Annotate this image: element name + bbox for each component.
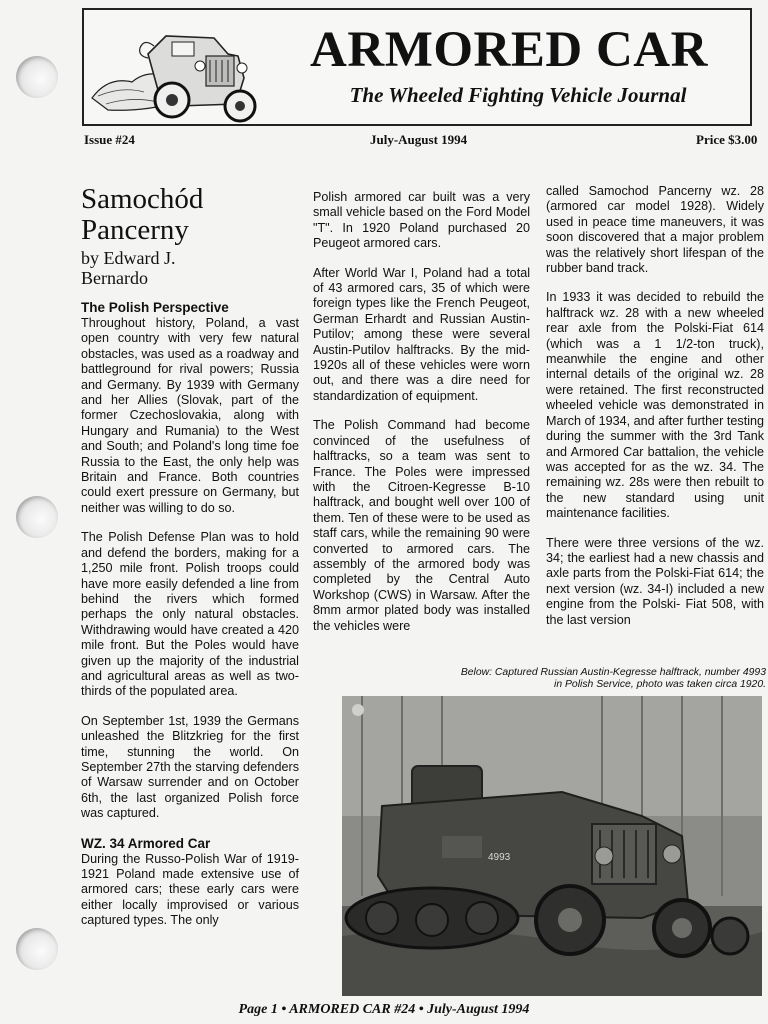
paragraph: After World War I, Poland had a total of 43 armored cars, 35 of which were foreign types like the French Peugeot, German Erhardt and Russian Austin-Putilov; among these were several Austin-Putilov halftracks. By the mid-1920s all of these vehicles were worn out, and there was a dire need for standardization of equipment.: [313, 265, 530, 403]
paragraph: The Polish Defense Plan was to hold and defend the borders, making for a 1,250 mile front. Polish troops could have more easily defended a line from behind the rivers which formed perhaps the only natural obstacles. Withdrawing would have created a 420 mile front. But the Poles would have given up the majority of the industrial and agricultural areas as well as two-thirds of the populated area.: [81, 530, 299, 699]
journal-subtitle: The Wheeled Fighting Vehicle Journal: [349, 83, 687, 107]
punch-hole-bottom: [16, 928, 58, 970]
paragraph: The Polish Command had become convinced of the usefulness of halftracks, so a team was sent to France. The Poles were impressed with the Citroen-Kegresse B-10 halftrack, and bought well over 100 of them. Ten of these were to be used as staff cars, while the remaining 90 were converted to armored cars. The assembly of the armored body was completed by the Central Auto Workshop (CWS) in Warsaw. After the 8mm armor plated body was installed the vehicles were: [313, 418, 530, 633]
article-column-3: [546, 184, 764, 642]
headline-line-1: Samochód: [81, 183, 204, 215]
article-column-1: [81, 184, 299, 943]
page-footer: Page 1 • ARMORED CAR #24 • July-August 1994: [238, 1002, 530, 1017]
issue-price: Price $3.00: [696, 132, 758, 147]
photo-caption: [408, 667, 766, 691]
byline-line-1: by Edward J.: [81, 248, 176, 268]
journal-title: ARMORED CAR: [310, 22, 708, 78]
byline-line-2: Bernardo: [81, 268, 148, 288]
paragraph: During the Russo-Polish War of 1919-1921 Poland made extensive use of armored cars; these early cars were either locally improvised or various captured types. The only: [81, 851, 299, 928]
paragraph: Polish armored car built was a very small vehicle based on the Ford Model "T". In 1920 Poland purchased 20 Peugeot armored cars.: [313, 190, 530, 251]
article-column-2: [313, 190, 530, 648]
section-heading-polish-perspective: The Polish Perspective: [81, 300, 229, 315]
paragraph: On September 1st, 1939 the Germans unleashed the Blitzkrieg for the first time, stunning the world. On September 27th the starving defenders of Warsaw surrender and on October 6th, the last organized Polish force was captured.: [81, 713, 299, 821]
article-byline: [81, 248, 299, 288]
punch-hole-middle: [16, 496, 58, 538]
paragraph: Throughout history, Poland, a vast open country with very few natural obstacles, was used as a roadway and battleground for rival powers; Russia and Germany. By 1939 with Germany and her Allies (Slovak, part of the former Czechoslovakia, along with Hungary and Rumania) to the West and South; and Poland's long time foe Russia to the East, the only help was Britain and France. Both countries could exert pressure on Germany, but neither was willing to do so.: [81, 316, 299, 515]
issue-number: Issue #24: [84, 132, 135, 147]
paragraph: called Samochod Pancerny wz. 28 (armored car model 1928). Widely used in peace time maneuvers, it was soon discovered that a major problem was the relatively short lifespan of the rubber band track.: [546, 184, 764, 276]
article-headline: [81, 184, 299, 246]
paragraph: In 1933 it was decided to rebuild the halftrack wz. 28 with a new wheeled rear axle from the Polski-Fiat 614 (which was a 1 1/2-ton truck), meanwhile the engine and other internal details of the original wz. 28 were retained. The first reconstructed wheeled vehicle was demonstrated in March of 1934, and after further testing during the summer with the 3rd Tank and Armored Car battalion, the vehicle was accepted for as the wz. 34. The remaining wz. 28s were then rebuilt to the new standard using unit maintenance facilities.: [546, 290, 764, 521]
masthead: [82, 8, 752, 126]
halftrack-photo-image: [342, 696, 762, 996]
headline-line-2: Pancerny: [81, 214, 189, 246]
section-heading-wz34: WZ. 34 Armored Car: [81, 835, 211, 851]
caption-line-1: Below: Captured Russian Austin-Kegresse halftrack, number 4993: [460, 667, 766, 678]
paragraph: There were three versions of the wz. 34; the earliest had a new chassis and axle parts from the Polski-Fiat 614; the next version (wz. 34-I) included a new engine from the Polski- Fiat 508, with the last version: [546, 535, 764, 627]
armored-car-illustration: [88, 16, 274, 126]
halftrack-photo: [342, 696, 762, 996]
issue-date: July-August 1994: [370, 132, 468, 147]
punch-hole-top: [16, 56, 58, 98]
hull-number-label: 4993: [488, 852, 511, 863]
caption-line-2: in Polish Service, photo was taken circa 1920.: [554, 679, 766, 690]
